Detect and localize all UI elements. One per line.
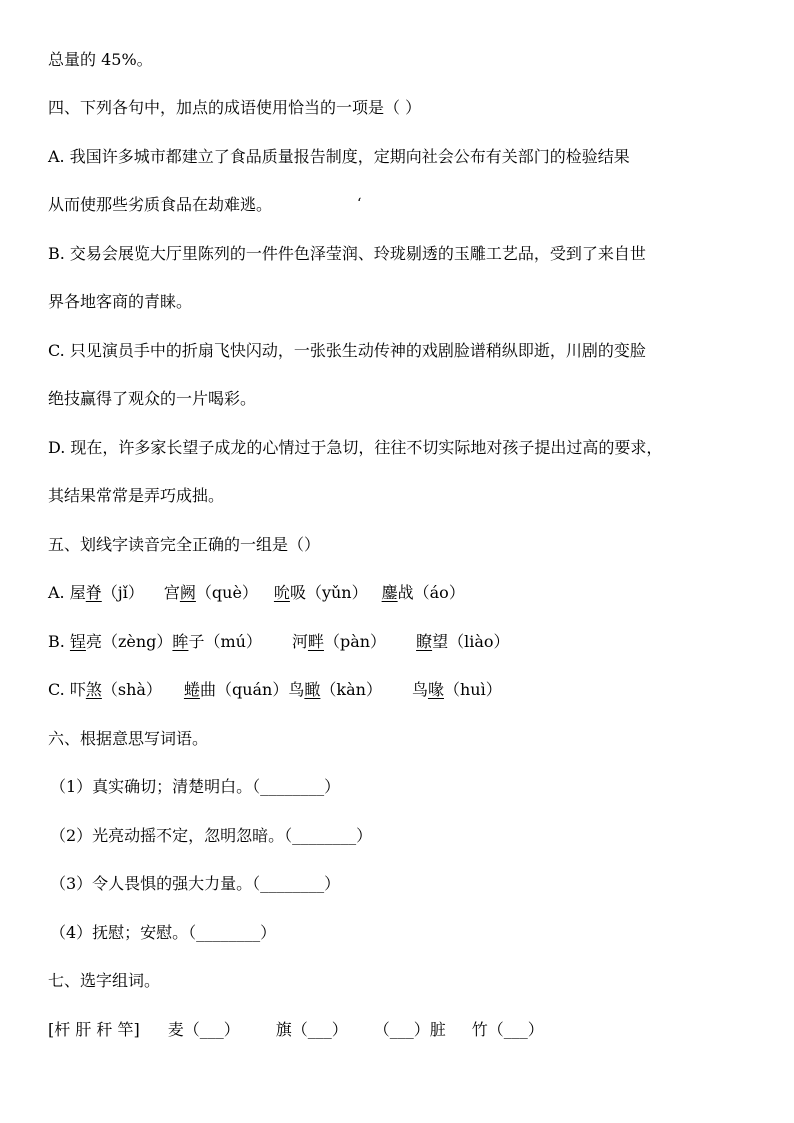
option-prefix: B.	[48, 632, 70, 651]
q5-option-b	[48, 632, 510, 652]
pinyin: （zèng）	[101, 632, 173, 651]
pinyin: （què）	[195, 583, 258, 602]
text-line: 总量的 45%。	[48, 50, 153, 69]
underlined-char: 脊	[85, 583, 102, 602]
word: 亮	[85, 632, 102, 651]
option-a-line-2: 从而使那些劣质食品在劫难逃。	[48, 195, 273, 214]
question-4-title: 四、下列各句中，加点的成语使用恰当的一项是（ ）	[48, 98, 422, 117]
underlined-char: 瞭	[416, 632, 433, 651]
question-5-title: 五、划线字读音完全正确的一组是（）	[48, 535, 321, 554]
underlined-char: 阙	[179, 583, 196, 602]
underlined-char: 吮	[273, 583, 290, 602]
q7-row	[48, 1020, 544, 1040]
char-options: [杆 肝 秆 竿]	[48, 1020, 140, 1039]
word: 河	[291, 632, 308, 651]
q7-blank-2: 旗（___）	[275, 1020, 348, 1039]
word: 吸	[289, 583, 306, 602]
stray-mark: ‘	[357, 196, 362, 212]
pinyin: （áo）	[413, 583, 465, 602]
pinyin: （mú）	[204, 632, 262, 651]
option-b-line-1: B. 交易会展览大厅里陈列的一件件色泽莹润、玲珑剔透的玉雕工艺品，受到了来自世	[48, 244, 646, 263]
option-b-line-2: 界各地客商的青睐。	[48, 292, 193, 311]
option-d-line-2: 其结果常常是弄巧成拙。	[48, 486, 225, 505]
word: 鸟	[411, 680, 428, 699]
q6-item-4: （4）抚慰；安慰。（________）	[50, 923, 277, 942]
q5-option-a	[48, 583, 465, 603]
q7-blank-4: 竹（___）	[471, 1020, 544, 1039]
underlined-char: 眸	[172, 632, 189, 651]
pinyin: （yǔn）	[305, 583, 368, 602]
word: 曲	[199, 680, 216, 699]
pinyin: （quán）	[215, 680, 289, 699]
q6-item-1: （1）真实确切；清楚明白。（________）	[50, 777, 341, 796]
word: 子	[188, 632, 205, 651]
pinyin: （shà）	[101, 680, 162, 699]
word: 宫	[163, 583, 180, 602]
q7-blank-1: 麦（___）	[167, 1020, 240, 1039]
question-7-title: 七、选字组词。	[48, 971, 161, 990]
word: 战	[397, 583, 414, 602]
option-a-line-1: A. 我国许多城市都建立了食品质量报告制度，定期向社会公布有关部门的检验结果	[48, 147, 630, 166]
q7-blank-3: （___）脏	[373, 1020, 446, 1039]
word: 望	[432, 632, 449, 651]
q6-item-3: （3）令人畏惧的强大力量。（________）	[50, 874, 341, 893]
pinyin: （jǐ）	[101, 583, 144, 602]
pinyin: （kàn）	[320, 680, 382, 699]
option-prefix: C.	[48, 680, 70, 699]
underlined-char: 锃	[69, 632, 86, 651]
q5-option-c	[48, 680, 502, 700]
pinyin: （liào）	[448, 632, 510, 651]
question-6-title: 六、根据意思写词语。	[48, 729, 209, 748]
underlined-char: 瞰	[304, 680, 321, 699]
underlined-char: 喙	[427, 680, 444, 699]
option-prefix: A.	[48, 583, 70, 602]
underlined-char: 鏖	[381, 583, 398, 602]
q6-item-2: （2）光亮动摇不定，忽明忽暗。（________）	[50, 826, 373, 845]
option-c-line-2: 绝技赢得了观众的一片喝彩。	[48, 389, 257, 408]
option-d-line-1: D. 现在，许多家长望子成龙的心情过于急切，往往不切实际地对孩子提出过高的要求，	[48, 438, 663, 457]
word: 屋	[69, 583, 86, 602]
underlined-char: 蜷	[183, 680, 200, 699]
underlined-char: 煞	[85, 680, 102, 699]
option-c-line-1: C. 只见演员手中的折扇飞快闪动，一张张生动传神的戏剧脸谱稍纵即逝，川剧的变脸	[48, 341, 646, 360]
pinyin: （pàn）	[323, 632, 387, 651]
underlined-char: 畔	[307, 632, 324, 651]
word: 吓	[69, 680, 86, 699]
word: 鸟	[288, 680, 305, 699]
pinyin: （huì）	[443, 680, 502, 699]
